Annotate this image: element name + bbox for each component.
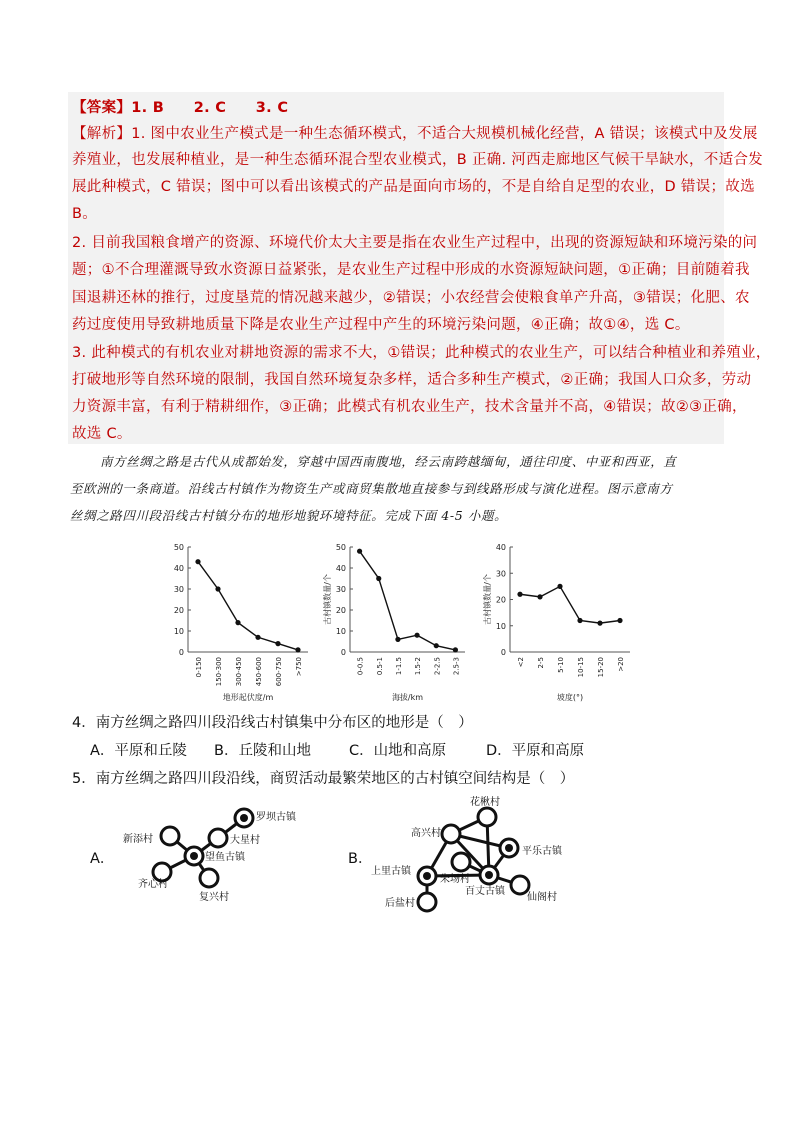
chart-1-x-tick-label: 600-750 <box>275 657 283 687</box>
label-xiange: 仙阁村 <box>527 892 557 903</box>
question-4-option-b[interactable]: B．丘陵和山地 <box>214 743 311 759</box>
chart-2-x-tick-label: 0.5-1 <box>375 657 384 676</box>
chart-2-x-tick-label: 1.5-2 <box>414 657 423 676</box>
analysis-line: 打破地形等自然环境的限制，我国自然环境复杂多样，适合多种生产模式，②正确；我国人口众多，劳动 <box>72 372 752 388</box>
chart-2-y-tick-label: 0 <box>340 648 346 657</box>
chart-3-x-tick-label: 2-5 <box>537 657 545 669</box>
chart-2-y-tick-label: 10 <box>335 627 346 636</box>
chart-3-data-point <box>517 592 522 597</box>
chart-1-data-point <box>215 586 220 591</box>
chart-1-y-tick-label: 20 <box>173 606 184 615</box>
analysis-line: 3. 此种模式的有机农业对耕地资源的需求不大，①错误；此种模式的农业生产，可以结合种植业和养殖业， <box>72 345 771 361</box>
chart-3-y-tick-label: 0 <box>500 648 506 657</box>
chart-3-x-tick-label: <2 <box>517 657 525 668</box>
chart-1-data-point <box>275 641 280 646</box>
chart-2-data-point <box>414 633 419 638</box>
chart-3-y-tick-label: 40 <box>495 543 506 552</box>
analysis-line: 力资源丰富，有利于精耕细作，③正确；此模式有机农业生产，技术含量并不高，④错误；故②③正确， <box>72 399 747 415</box>
chart-2-x-tick-label: 1-1.5 <box>394 657 403 676</box>
chart-3-x-tick-label: >20 <box>617 657 625 672</box>
label-huaqiu: 花楸村 <box>470 797 500 808</box>
label-wangyu: 望鱼古镇 <box>205 852 245 863</box>
chart-1-x-tick-label: 450-600 <box>255 657 263 687</box>
node-pingle <box>500 839 518 857</box>
chart-1-y-tick-label: 10 <box>173 627 184 636</box>
chart-3-y-axis-label: 古村镇数量/个 <box>483 574 492 625</box>
chart-1-series-line <box>198 562 298 650</box>
label-xintian: 新添村 <box>123 834 153 845</box>
diagram-b <box>0 790 794 920</box>
analysis-line: 养殖业，也发展种植业，是一种生态循环混合型农业模式，B 正确. 河西走廊地区气候干旱缺水，不适合发 <box>72 152 763 168</box>
label-shangli: 上里古镇 <box>371 866 411 877</box>
chart-2-y-axis-label: 古村镇数量/个 <box>323 574 332 625</box>
node-shangli <box>418 867 436 885</box>
analysis-line: 题；①不合理灌溉导致水资源日益紧张，是农业生产过程中形成的水资源短缺问题，①正确；目前随着我 <box>72 262 750 278</box>
chart-2-y-tick-label: 30 <box>335 585 346 594</box>
passage-line: 南方丝绸之路是古代从成都始发，穿越中国西南腹地，经云南跨越缅甸，通往印度、中亚和西亚，直 <box>100 454 677 469</box>
node-baizhang <box>480 866 498 884</box>
label-houyan: 后盐村 <box>385 898 415 909</box>
chart-2-data-point <box>376 576 381 581</box>
chart-3-x-tick-label: 10-15 <box>577 657 585 678</box>
chart-3-x-axis-label: 坡度(°) <box>556 693 584 702</box>
node-huaqiu <box>478 808 496 826</box>
analysis-line: 【解析】1. 图中农业生产模式是一种生态循环模式，不适合大规模机械化经营，A 错误；该模式中及发展 <box>72 126 758 142</box>
terrain-charts <box>0 535 794 705</box>
label-baizhang: 百丈古镇 <box>465 886 505 897</box>
chart-2-data-point <box>357 549 362 554</box>
analysis-line: B。 <box>72 206 98 222</box>
question-4-option-c[interactable]: C．山地和高原 <box>349 743 447 759</box>
label-pingle: 平乐古镇 <box>522 846 562 857</box>
chart-3-data-point <box>577 618 582 623</box>
chart-1-data-point <box>235 620 240 625</box>
chart-2-data-point <box>395 637 400 642</box>
chart-1-y-tick-label: 50 <box>173 543 184 552</box>
label-daxing: 大星村 <box>230 835 260 846</box>
label-gaoxing: 高兴村 <box>411 828 441 839</box>
chart-2-y-tick-label: 40 <box>335 564 346 573</box>
question-5-option-b[interactable]: B． <box>348 851 373 867</box>
passage-line: 丝绸之路四川段沿线古村镇分布的地形地貌环境特征。完成下面 4-5 小题。 <box>70 508 508 523</box>
chart-2-data-point <box>453 647 458 652</box>
label-fuxing: 复兴村 <box>199 892 229 903</box>
label-qixin: 齐心村 <box>138 879 168 890</box>
analysis-line: 2. 目前我国粮食增产的资源、环境代价太大主要是指在农业生产过程中，出现的资源短缺和环境污染的问 <box>72 235 758 251</box>
chart-2-x-tick-label: 0-0.5 <box>356 657 365 676</box>
chart-3-series-line <box>520 586 620 623</box>
node-houyan <box>418 893 436 911</box>
chart-1-data-point <box>255 635 260 640</box>
analysis-line: 故选 C。 <box>72 426 132 442</box>
chart-3-y-tick-label: 10 <box>495 621 506 631</box>
answer-line: 【答案】1. B 2. C 3. C <box>72 100 289 116</box>
chart-3-y-tick-label: 20 <box>495 595 506 605</box>
chart-3-data-point <box>537 594 542 599</box>
chart-1-data-point <box>195 559 200 564</box>
chart-1-y-tick-label: 30 <box>173 585 184 594</box>
chart-2-x-tick-label: 2-2.5 <box>433 657 442 676</box>
chart-1-x-tick-label: 150-300 <box>215 657 223 687</box>
question-5-option-a[interactable]: A． <box>90 851 115 867</box>
chart-2-y-tick-label: 20 <box>335 606 346 615</box>
label-zhuchang: 朱场村 <box>440 874 470 885</box>
chart-1-x-tick-label: >750 <box>295 657 303 677</box>
chart-3-x-tick-label: 15-20 <box>597 657 605 678</box>
question-4-option-a[interactable]: A．平原和丘陵 <box>90 743 187 759</box>
chart-3-data-point <box>557 584 562 589</box>
chart-3-x-tick-label: 5-10 <box>557 657 565 673</box>
chart-1-x-axis-label: 地形起伏度/m <box>222 693 274 702</box>
question-4-stem: 4．南方丝绸之路四川段沿线古村镇集中分布区的地形是（ ） <box>72 715 473 731</box>
chart-1-y-tick-label: 0 <box>178 648 184 657</box>
chart-3-data-point <box>597 621 602 626</box>
chart-1-x-tick-label: 0-150 <box>195 657 203 678</box>
chart-2-series-line <box>360 551 456 650</box>
chart-1-data-point <box>295 647 300 652</box>
chart-2-data-point <box>434 643 439 648</box>
node-zhuchang <box>452 853 470 871</box>
chart-2-y-tick-label: 50 <box>335 543 346 552</box>
label-luoba: 罗坝古镇 <box>256 812 296 823</box>
question-4-option-d[interactable]: D．平原和高原 <box>486 743 585 759</box>
analysis-line: 展此种模式，C 错误；图中可以看出该模式的产品是面向市场的，不是自给自足型的农业，D 错误；故选 <box>72 179 755 195</box>
chart-1-y-tick-label: 40 <box>173 564 184 573</box>
chart-3-data-point <box>617 618 622 623</box>
question-5-stem: 5．南方丝绸之路四川段沿线，商贸活动最繁荣地区的古村镇空间结构是（ ） <box>72 771 575 787</box>
chart-3-y-tick-label: 30 <box>495 569 506 579</box>
chart-2-x-axis-label: 海拔/km <box>391 693 424 702</box>
passage-line: 至欧洲的一条商道。沿线古村镇作为物资生产或商贸集散地直接参与到线路形成与演化进程。图示意南方 <box>70 481 673 496</box>
chart-1-x-tick-label: 300-450 <box>235 657 243 687</box>
analysis-line: 国退耕还林的推行，过度垦荒的情况越来越少，②错误；小农经营会使粮食单产升高，③错误；化肥、农 <box>72 290 750 306</box>
analysis-line: 药过度使用导致耕地质量下降是农业生产过程中产生的环境污染问题，④正确；故①④，选 C。 <box>72 317 690 333</box>
chart-2-x-tick-label: 2.5-3 <box>452 657 461 676</box>
node-gaoxing <box>442 825 460 843</box>
